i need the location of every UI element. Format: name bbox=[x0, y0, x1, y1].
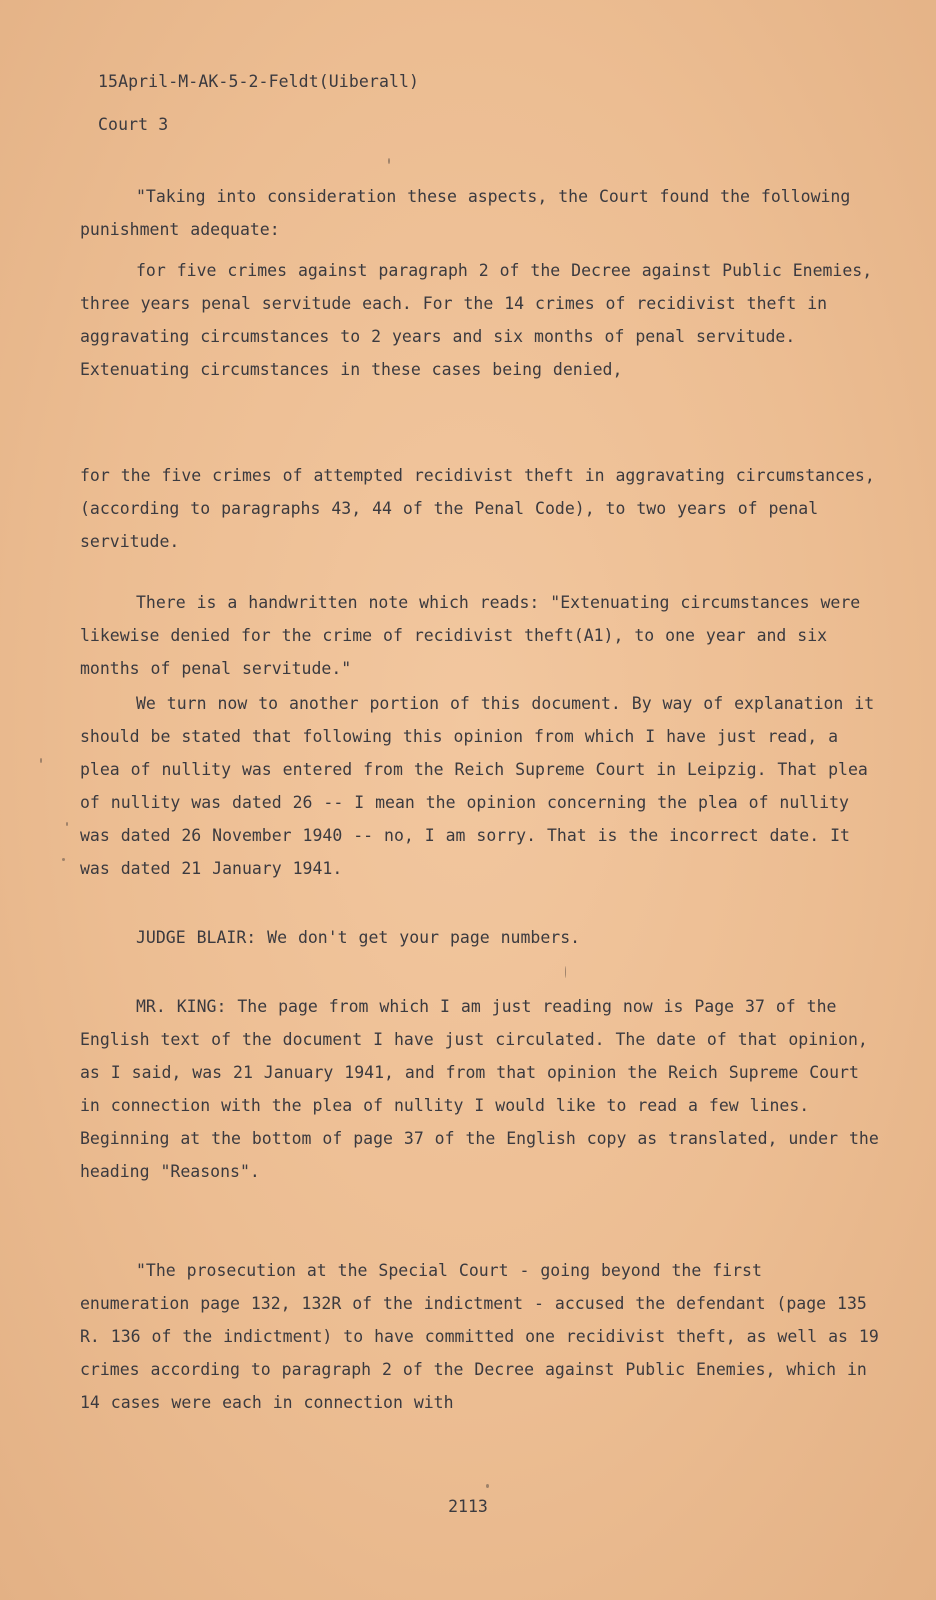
paragraph-6: JUDGE BLAIR: We don't get your page numbers. bbox=[136, 928, 581, 947]
paragraph-4: There is a handwritten note which reads: "Extenuating circumstances were likewise denied for the crime of recidivist theft(A1), to one year and six months of penal servitude." bbox=[80, 593, 861, 678]
ink-speck bbox=[388, 158, 390, 164]
ink-speck bbox=[565, 966, 566, 978]
ink-speck bbox=[40, 758, 42, 763]
page-number: 2113 bbox=[448, 1497, 488, 1516]
paragraph-5: We turn now to another portion of this document. By way of explanation it should be stated that following this opinion from which I have just read, a plea of nullity was entered from the Reich Supreme Court in Leipzig. That plea of nullity was dated 26 -- I mean the opinion concerning the plea of nullity was dated 26 November 1940 -- no, I am sorry. That is the incorrect date. It was dated 21 January 1941. bbox=[80, 694, 875, 878]
court-label: Court 3 bbox=[98, 115, 169, 134]
paragraph-1: "Taking into consideration these aspects, the Court found the following punishment adequate: bbox=[80, 187, 851, 239]
ink-speck bbox=[62, 858, 65, 861]
ink-speck bbox=[486, 1484, 489, 1488]
paragraph-3: for the five crimes of attempted recidivist theft in aggravating circumstances, (according to paragraphs 43, 44 of the Penal Code), to two years of penal servitude. bbox=[80, 466, 875, 551]
document-reference: 15April-M-AK-5-2-Feldt(Uiberall) bbox=[98, 72, 420, 91]
ink-speck bbox=[66, 822, 68, 826]
paragraph-2: for five crimes against paragraph 2 of the Decree against Public Enemies, three years penal servitude each. For the 14 crimes of recidivist theft in aggravating circumstances to 2 years and six months of penal servitude. Extenuating circumstances in these cases being denied, bbox=[80, 261, 873, 379]
paragraph-8: "The prosecution at the Special Court - going beyond the first enumeration page 132, 132R of the indictment - accused the defendant (page 135 R. 136 of the indictment) to have committed one recidivist theft, as well as 19 crimes according to paragraph 2 of the Decree against Public Enemies, which in 14 cases were each in connection with bbox=[80, 1261, 879, 1412]
paragraph-7: MR. KING: The page from which I am just reading now is Page 37 of the English text of the document I have just circulated. The date of that opinion, as I said, was 21 January 1941, and from that opinion the Reich Supreme Court in connection with the plea of nullity I would like to read a few lines. Beginning at the bottom of page 37 of the English copy as translated, under the heading "Reasons". bbox=[80, 997, 879, 1181]
